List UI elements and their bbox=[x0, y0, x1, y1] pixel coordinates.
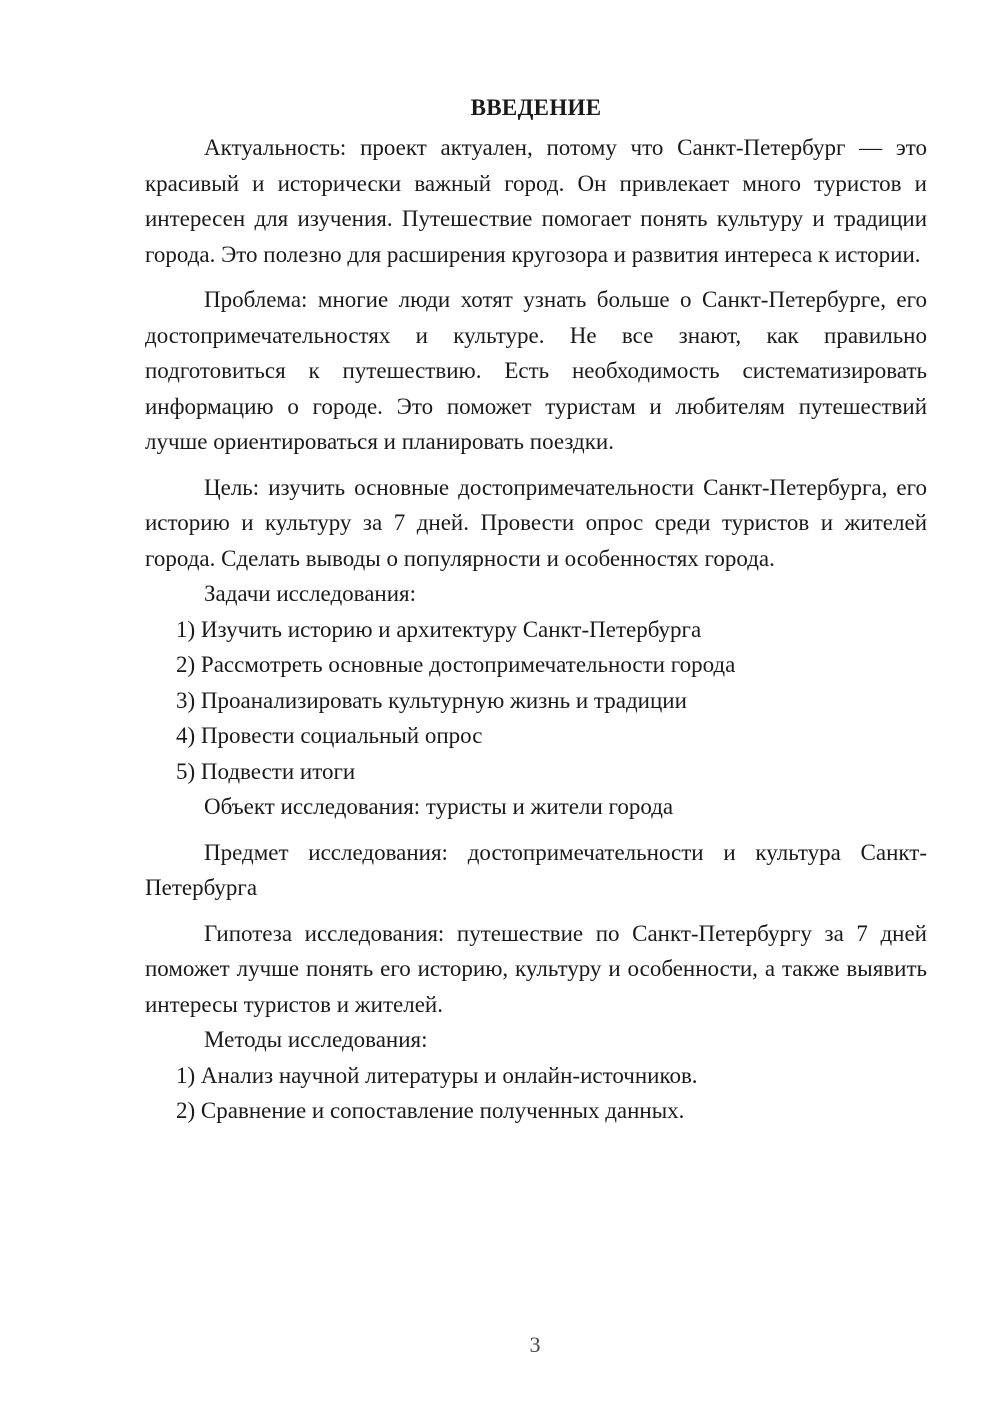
relevance-paragraph: Актуальность: проект актуален, потому что Санкт-Петербург — это красивый и исторически важный город. Он привлекает много туристов и интересен для изучения. Путешествие помогает понять культуру и традиции города. Это полезно для расширения кругозора и развития интереса к истории. bbox=[145, 135, 927, 267]
methods-heading: Методы исследования: bbox=[204, 1027, 428, 1052]
task-item-1: 1) Изучить историю и архитектуру Санкт-Петербурга bbox=[176, 616, 702, 642]
hypothesis-paragraph: Гипотеза исследования: путешествие по Санкт-Петербургу за 7 дней поможет лучше понять его историю, культуру и особенности, а также выявить интересы туристов и жителей. bbox=[145, 920, 927, 1017]
subject-paragraph: Предмет исследования: достопримечательности и культура Санкт-Петербурга bbox=[145, 839, 927, 900]
goal-paragraph: Цель: изучить основные достопримечательности Санкт-Петербурга, его историю и культуру за 7 дней. Провести опрос среди туристов и жителей города. Сделать выводы о популярности и особенностях города. bbox=[145, 474, 927, 571]
page-number: 3 bbox=[529, 1332, 541, 1357]
object-line: Объект исследования: туристы и жители города bbox=[204, 794, 674, 819]
task-item-4: 4) Провести социальный опрос bbox=[176, 723, 483, 748]
method-item-1: 1) Анализ научной литературы и онлайн-источников. bbox=[176, 1062, 698, 1088]
section-title: ВВЕДЕНИЕ bbox=[470, 95, 602, 120]
page-body bbox=[145, 90, 927, 1129]
method-item-2: 2) Сравнение и сопоставление полученных данных. bbox=[176, 1098, 685, 1123]
task-item-5: 5) Подвести итоги bbox=[176, 758, 356, 784]
tasks-heading: Задачи исследования: bbox=[204, 581, 417, 606]
task-item-3: 3) Проанализировать культурную жизнь и традиции bbox=[176, 687, 687, 713]
problem-paragraph: Проблема: многие люди хотят узнать больше о Санкт-Петербурге, его достопримечательностях и культуре. Не все знают, как правильно подготовиться к путешествию. Есть необходимость систематизировать информацию о городе. Это поможет туристам и любителям путешествий лучше ориентироваться и планировать поездки. bbox=[145, 287, 927, 454]
task-item-2: 2) Рассмотреть основные достопримечательности города bbox=[176, 652, 736, 677]
